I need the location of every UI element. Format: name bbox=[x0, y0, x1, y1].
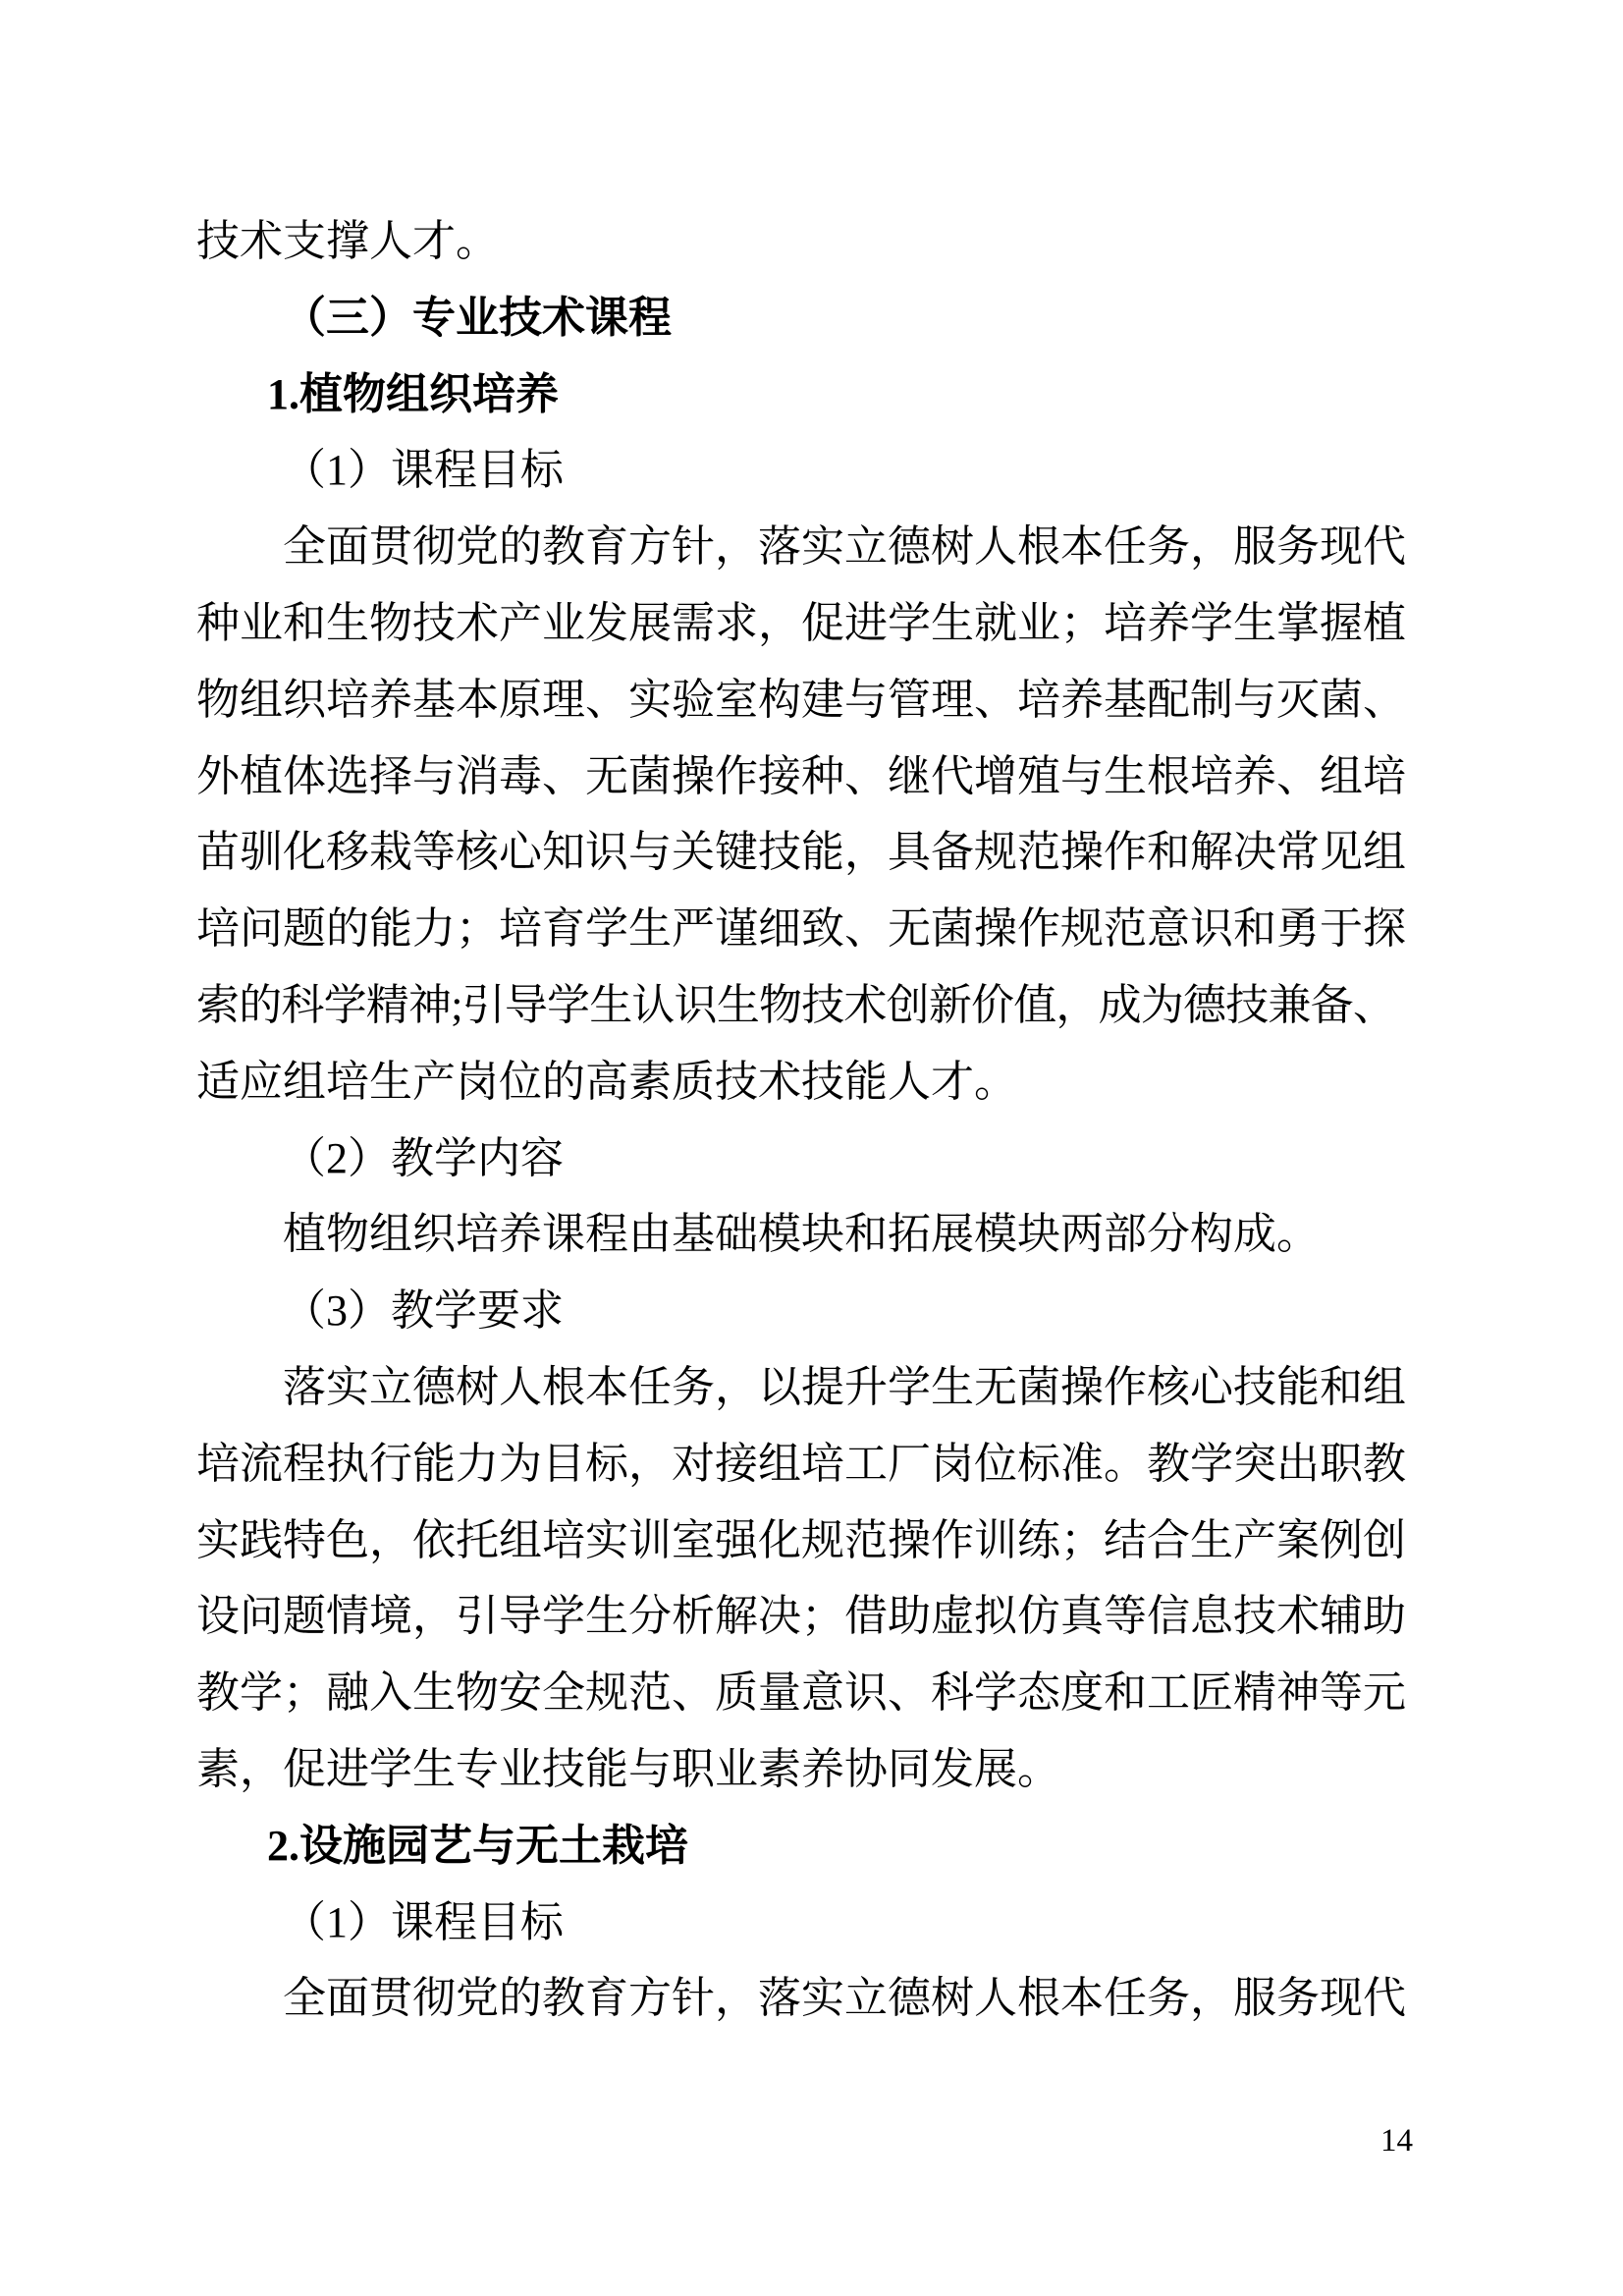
text-line: 培问题的能力；培育学生严谨细致、无菌操作规范意识和勇于探 bbox=[196, 904, 1406, 954]
text-line: （三）专业技术课程 bbox=[283, 293, 672, 342]
page-number: 14 bbox=[1380, 2123, 1413, 2159]
text-line: 外植体选择与消毒、无菌操作接种、继代增殖与生根培养、组培 bbox=[196, 751, 1406, 800]
text-line: 物组织培养基本原理、实验室构建与管理、培养基配制与灭菌、 bbox=[196, 675, 1406, 724]
text-line: 种业和生物技术产业发展需求，促进学生就业；培养学生掌握植 bbox=[196, 598, 1406, 647]
text-line: 2.设施园艺与无土栽培 bbox=[267, 1821, 688, 1870]
text-line: 设问题情境，引导学生分析解决；借助虚拟仿真等信息技术辅助 bbox=[196, 1592, 1406, 1641]
document-body bbox=[196, 203, 1406, 2037]
text-line: 苗驯化移栽等核心知识与关键技能，具备规范操作和解决常见组 bbox=[196, 828, 1406, 877]
text-line: 索的科学精神;引导学生认识生物技术创新价值，成为德技兼备、 bbox=[196, 980, 1396, 1029]
text-line: 实践特色，依托组培实训室强化规范操作训练；结合生产案例创 bbox=[196, 1515, 1406, 1564]
text-line: 1.植物组织培养 bbox=[267, 369, 559, 418]
text-line: （3）教学要求 bbox=[283, 1286, 564, 1336]
text-line: 技术支撑人才。 bbox=[196, 217, 499, 265]
text-line: （1）课程目标 bbox=[283, 446, 564, 495]
text-line: 教学；融入生物安全规范、质量意识、科学态度和工匠精神等元 bbox=[196, 1668, 1406, 1718]
text-line: 全面贯彻党的教育方针，落实立德树人根本任务，服务现代 bbox=[283, 1974, 1406, 2023]
text-line: 全面贯彻党的教育方针，落实立德树人根本任务，服务现代 bbox=[283, 522, 1406, 572]
text-line: 适应组培生产岗位的高素质技术技能人才。 bbox=[196, 1057, 1017, 1106]
text-line: 植物组织培养课程由基础模块和拓展模块两部分构成。 bbox=[283, 1210, 1320, 1259]
text-line: 培流程执行能力为目标，对接组培工厂岗位标准。教学突出职教 bbox=[196, 1439, 1406, 1488]
text-line: 素，促进学生专业技能与职业素养协同发展。 bbox=[196, 1744, 1060, 1793]
text-line: 落实立德树人根本任务，以提升学生无菌操作核心技能和组 bbox=[283, 1362, 1406, 1411]
text-line: （1）课程目标 bbox=[283, 1897, 564, 1946]
text-line: （2）教学内容 bbox=[283, 1133, 564, 1182]
